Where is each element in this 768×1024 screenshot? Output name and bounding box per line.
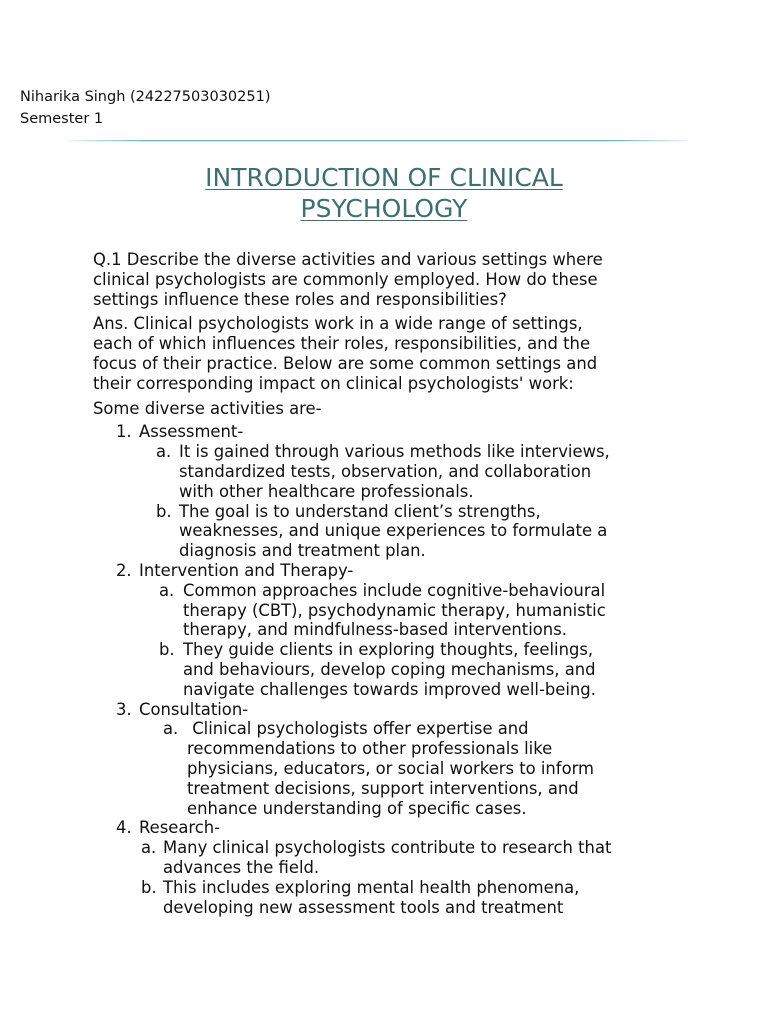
subitem-line: diagnosis and treatment plan.	[179, 541, 426, 561]
subitem-line: and behaviours, develop coping mechanisms, and	[183, 659, 596, 679]
subitem-letter: b.	[156, 501, 172, 521]
semester-label: Semester 1	[20, 111, 104, 127]
page-title-line-1: INTRODUCTION OF CLINICAL	[205, 163, 563, 192]
activity-sublist	[139, 838, 668, 917]
activity-item	[116, 818, 668, 917]
subitem-line: Clinical psychologists offer expertise and	[187, 719, 529, 739]
subitem-line: Common approaches include cognitive-behavioural	[183, 580, 606, 600]
subitem-line: weaknesses, and unique experiences to formulate a	[179, 521, 608, 541]
subitem-line: It is gained through various methods like interviews,	[179, 442, 610, 462]
subitem-line: therapy (CBT), psychodynamic therapy, humanistic	[183, 600, 606, 620]
subitem-line: recommendations to other professionals like	[187, 739, 553, 759]
author-name: Niharika Singh (24227503030251)	[20, 89, 271, 105]
subitem-line: advances the field.	[163, 857, 320, 877]
question-line: Q.1 Describe the diverse activities and various settings where	[93, 250, 603, 269]
question-paragraph	[93, 250, 668, 309]
activities-list	[93, 422, 668, 917]
answer-line: their corresponding impact on clinical psychologists' work:	[93, 373, 574, 393]
subitem-line: physicians, educators, or social workers to inform	[187, 758, 595, 778]
decorative-divider	[68, 139, 688, 142]
page-title-line-2: PSYCHOLOGY	[300, 194, 468, 223]
question-line: clinical psychologists are commonly employed. How do these	[93, 269, 598, 289]
subitem-line: treatment decisions, support interventions, and	[187, 778, 579, 798]
activity-number: 3.	[116, 699, 132, 719]
document-body	[93, 250, 668, 917]
answer-line: each of which influences their roles, responsibilities, and the	[93, 334, 591, 354]
activity-subitem	[159, 640, 668, 699]
subitem-line: enhance understanding of specific cases.	[187, 798, 527, 818]
subitem-line: Many clinical psychologists contribute to research that	[163, 838, 612, 858]
activity-label: Research-	[139, 818, 221, 838]
page-title	[84, 162, 684, 224]
activity-label: Assessment-	[139, 422, 244, 442]
answer-paragraph	[93, 314, 668, 393]
subitem-letter: a.	[156, 442, 172, 462]
subitem-line: with other healthcare professionals.	[179, 481, 474, 501]
subitem-letter: b.	[141, 877, 157, 897]
activity-item	[116, 560, 668, 700]
subitem-line: They guide clients in exploring thoughts, feelings,	[183, 640, 594, 660]
activity-sublist	[139, 581, 668, 700]
subitem-line: standardized tests, observation, and collaboration	[179, 461, 592, 481]
activity-label: Intervention and Therapy-	[139, 560, 354, 580]
activity-number: 4.	[116, 818, 132, 838]
activity-subitem	[156, 442, 668, 501]
subitem-letter: a.	[163, 719, 179, 739]
subitem-letter: a.	[159, 580, 175, 600]
activities-intro: Some diverse activities are-	[93, 398, 322, 418]
activity-number: 2.	[116, 560, 132, 580]
subitem-line: The goal is to understand client’s strengths,	[179, 501, 541, 521]
subitem-line: developing new assessment tools and treatment	[163, 897, 564, 917]
activity-subitem	[159, 580, 668, 640]
activity-number: 1.	[116, 422, 132, 442]
activity-subitem	[163, 719, 668, 818]
activity-sublist	[139, 719, 668, 818]
activity-subitem	[141, 877, 668, 918]
subitem-letter: a.	[141, 838, 157, 858]
question-line: settings influence these roles and responsibilities?	[93, 289, 507, 309]
activity-subitem	[156, 501, 668, 561]
subitem-line: therapy, and mindfulness-based interventions.	[183, 620, 567, 640]
activity-sublist	[139, 442, 668, 561]
activity-subitem	[141, 838, 668, 878]
subitem-letter: b.	[159, 640, 175, 660]
subitem-line: navigate challenges towards improved well-being.	[183, 679, 596, 699]
author-header	[20, 86, 270, 130]
activity-item	[116, 422, 668, 561]
answer-line: Ans. Clinical psychologists work in a wide range of settings,	[93, 314, 583, 334]
activity-item	[116, 699, 668, 819]
subitem-line: This includes exploring mental health phenomena,	[163, 877, 580, 897]
activity-label: Consultation-	[139, 699, 249, 719]
answer-line: focus of their practice. Below are some common settings and	[93, 353, 598, 373]
